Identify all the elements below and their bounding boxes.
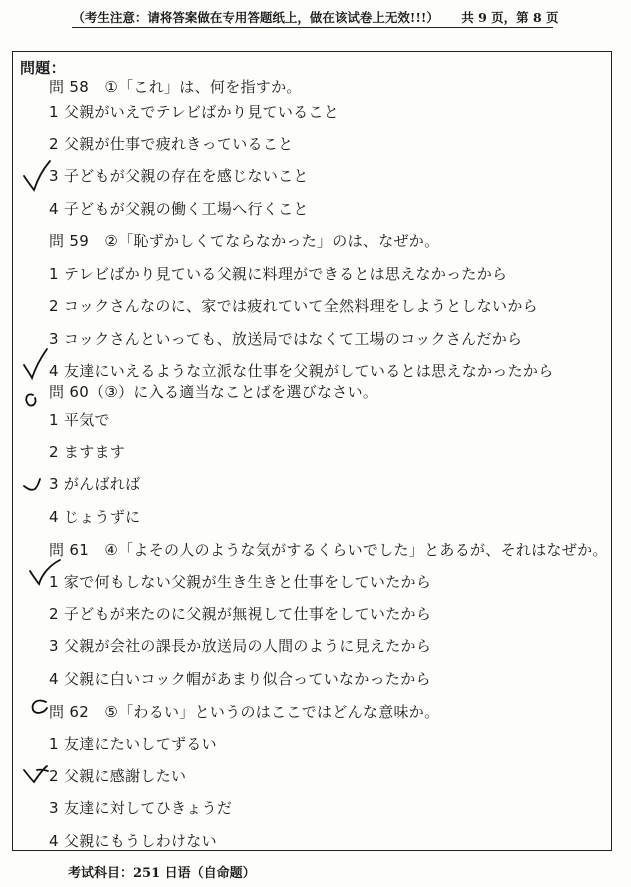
question-58-option-4: 4 子どもが父親の働く工場へ行くこと — [49, 200, 309, 218]
question-59-option-1: 1 テレビばかり見ている父親に料理ができるとは思えなかったから — [49, 265, 508, 283]
question-61-option-2: 2 子どもが来たのに父親が無視して仕事をしていたから — [49, 605, 432, 623]
header-underline — [72, 27, 553, 28]
question-60-option-3: 3 がんばれば — [49, 475, 141, 493]
question-frame — [12, 51, 612, 851]
question-62-option-3: 3 友達に対してひきょうだ — [49, 799, 233, 817]
question-59-option-3: 3 コックさんといっても、放送局ではなくて工場のコックさんだから — [49, 330, 523, 348]
question-62-option-2: 2 父親に感謝したい — [49, 767, 187, 785]
question-59-option-2: 2 コックさんなのに、家では疲れていて全然料理をしようとしないから — [49, 297, 538, 315]
exam-header — [0, 8, 631, 26]
question-58-title: 問 58 ①「これ」は、何を指すか。 — [49, 78, 302, 96]
question-60-option-1: 1 平気で — [49, 411, 110, 429]
question-62-title: 問 62 ⑤「わるい」というのはここではどんな意味か。 — [49, 703, 440, 721]
question-60-title: 問 60（③）に入る適当なことばを選びなさい。 — [49, 383, 379, 401]
question-61-option-3: 3 父親が会社の課長か放送局の人間のように見えたから — [49, 637, 432, 655]
question-58-option-1: 1 父親がいえでテレビばかり見ていること — [49, 103, 340, 121]
question-61-title: 問 61 ④「よその人のような気がするくらいでした」とあるが、それはなぜか。 — [49, 541, 608, 559]
exam-subject-footer: 考试科目：251 日语（自命题） — [68, 866, 256, 881]
question-61-option-1: 1 家で何もしない父親が生き生きと仕事をしていたから — [49, 573, 432, 591]
section-label: 問題： — [20, 59, 66, 77]
question-58-option-3: 3 子どもが父親の存在を感じないこと — [49, 167, 309, 185]
question-59-title: 問 59 ②「恥ずかしくてならなかった」のは、なぜか。 — [49, 232, 440, 250]
question-60-option-4: 4 じょうずに — [49, 508, 141, 526]
question-59-option-4: 4 友達にいえるような立派な仕事を父親がしているとは思えなかったから — [49, 362, 554, 380]
exam-notice: （考生注意：请将答案做在专用答题纸上，做在该试卷上无效!!!） — [72, 10, 439, 25]
question-60-option-2: 2 ますます — [49, 443, 126, 461]
question-58-option-2: 2 父親が仕事で疲れきっていること — [49, 135, 294, 153]
question-62-option-1: 1 友達にたいしてずるい — [49, 735, 217, 753]
page-indicator: 共 9 页，第 8 页 — [461, 10, 559, 25]
question-62-option-4: 4 父親にもうしわけない — [49, 832, 217, 850]
question-61-option-4: 4 父親に白いコック帽があまり似合っていなかったから — [49, 670, 431, 688]
